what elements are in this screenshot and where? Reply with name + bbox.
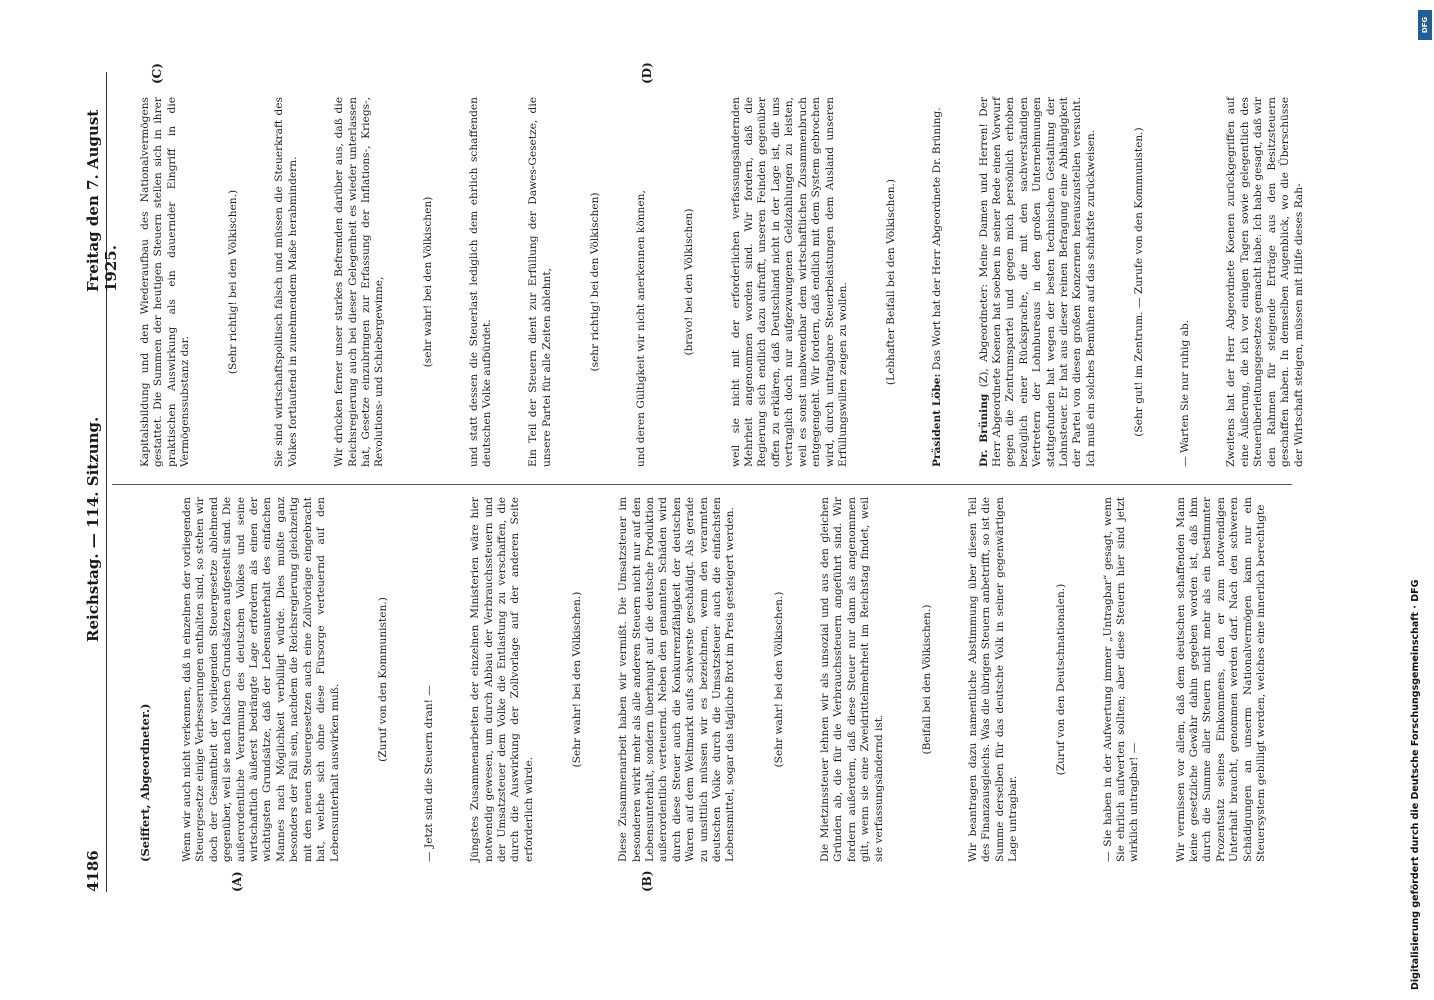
interjection: (Sehr gut! im Zentrum. — Zurufe von den Kommunisten.) bbox=[1133, 127, 1146, 437]
interjection: (Sehr wahr! bei den Völkischen.) bbox=[772, 591, 785, 768]
paragraph: und statt dessen die Steuerlast lediglich dem ehrlich schaffenden deutschen Volke aufbürdet. bbox=[467, 93, 494, 467]
paragraph: Wir beantragen dazu namentliche Abstimmung über diesen Teil des Finanzausgleichs. Was die übrigen Steuern anbetrifft, so ist die Summe derselben für das deutsche Volk in seiner gegenwärtigen Lage untragbar. bbox=[966, 493, 1020, 862]
speaker-name: Präsident Löbe: bbox=[931, 373, 944, 467]
paragraph-text: (Z), Abgeordneter: Meine Damen und Herren! Der Herr Abgeordnete Koenen hat soeben in seiner Rede einen Vorwurf gegen die Zentrumspartei und gegen mich persönlich erhoben bezüglich einer Rücksprache, die mit den sachverständigen Vertretern der Lohnbureaus in den großen Unternehmungen stattgefunden hat wegen der besten technischen Gestaltung der Lohnsteuer. Er hat aus dieser reinen Befragung eine Abhängigkeit der Partei von diesen großen Konzernen herauszustellen versucht. Ich muß ein solches Bemühen auf das schärfste zurückweisen. bbox=[977, 93, 1097, 467]
paragraph: Wenn wir auch nicht verkennen, daß in einzelnen der vorliegenden Steuergesetze einige Verbesserungen enthalten sind, so stehen wir doch der Gesamtheit der vorliegenden Steuergesetze ablehnend gegenüber, weil sie nach falschen Grundsätzen aufgestellt sind. Die außerordentliche Verarmung des deutschen Volkes und seine wirtschaftlich äußerst bedrängte Lage erfordern als einen der wichtigsten Grundsätze, daß der Lebensunterhalt des einfachen Mannes nach Möglichkeit verbilligt würde. Dies mußte ganz besonders der Fall sein, nachdem die Reichsregierung gleichzeitig mit den neuen Steuergesetzen auch eine Zollvorlage eingebracht hat, welche sich ohne diese Fürsorge verteuernd auf den Lebensunterhalt auswirken muß. bbox=[181, 493, 341, 862]
paragraph: Die Mietzinssteuer lehnen wir als unsozial und aus den gleichen Gründen ab, die für die Verbrauchssteuern angeführt sind. Wir fordern außerdem, daß diese Steuer nur dann als angenommen gilt, wenn sie eine Zweidrittelmehrheit im Reichstag findet, weil sie verfassungsändernd ist. bbox=[818, 493, 885, 862]
page-number: 4186 bbox=[84, 850, 102, 892]
page-header bbox=[80, 72, 120, 892]
interjection: (Sehr richtig! bei den Völkischen.) bbox=[227, 189, 240, 375]
paragraph: Zweitens hat der Herr Abgeordnete Koenen zurückgegriffen auf eine Äußerung, die ich vor einigen Tagen sowie gelegentlich des Steuerüberleitungsgesetzes gemacht habe. Ich habe gesagt, daß wir den Rahmen für steigende Erträge aus den Besitzsteuern geschaffen haben. In demselben Augenblick, wo die Überschüsse der Wirtschaft steigen, müssen mit Hilfe dieses Rah- bbox=[1225, 93, 1305, 467]
session-title: Reichstag. — 114. Sitzung. bbox=[84, 416, 102, 642]
interjection: (sehr wahr! bei den Völkischen) bbox=[421, 196, 434, 368]
speaker-name: Dr. Brüning bbox=[977, 393, 990, 467]
digitization-credit: Digitalisierung gefördert durch die Deutsche Forschungsgemeinschaft · DFG bbox=[1410, 579, 1421, 990]
margin-marker-a: (A) bbox=[230, 871, 244, 892]
paragraph: — Jetzt sind die Steuern dran! — bbox=[422, 685, 435, 862]
interjection: (Zuruf von den Kommunisten.) bbox=[376, 597, 389, 762]
paragraph-text: Das Wort hat der Herr Abgeordnete Dr. Brüning. bbox=[931, 107, 944, 371]
paragraph: Kapitalsbildung und den Wiederaufbau des Nationalvermögens gestattet. Die Summen der heutigen Steuern stellen sich in ihrer praktischen Auswirkung als ein dauernder Eingriff in die Vermögenssubstanz dar. bbox=[138, 93, 192, 467]
logo-text: DFG bbox=[1421, 16, 1429, 34]
paragraph: Sie sind wirtschaftspolitisch falsch und müssen die Steuerkraft des Volkes fortlaufend in zunehmendem Maße herabmindern. bbox=[273, 93, 299, 467]
interjection: (Sehr wahr! bei den Völkischen.) bbox=[571, 591, 583, 768]
paragraph: — Warten Sie nur ruhig ab. bbox=[1179, 319, 1192, 467]
session-date: Freitag den 7. August 1925. bbox=[84, 109, 120, 292]
paragraph bbox=[931, 97, 944, 467]
rotated-page bbox=[80, 62, 1340, 892]
margin-marker-d: (D) bbox=[640, 62, 654, 84]
paragraph: Diese Zusammenarbeit haben wir vermißt. Die Umsatzsteuer im besonderen wirkt mehr als alle anderen Steuern nicht nur auf den Lebensunterhalt, sondern überhaupt auf die deutsche Produktion außerordentlich verteuernd. Neben den genannten Schäden wird durch diese Steuer auch die Konkurrenzfähigkeit der deutschen Waren auf dem Weltmarkt aufs schwerste geschädigt. Als gerade zu unsittlich müssen wir es bezeichnen, wenn den verarmten deutschen Volke durch die Umsatzsteuer auch die einfachsten Lebensmittel, sogar das tägliche Brot im Preis gesteigert werden. bbox=[617, 493, 737, 862]
paragraph: Wir drücken ferner unser starkes Befremden darüber aus, daß die Reichsregierung auch bei dieser Gelegenheit es wieder unterlassen hat, Gesetze einzubringen zur Erfassung der Inflations-, Kriegs-, Revolutions- und Schiebergewinne, bbox=[333, 93, 386, 467]
paragraph: weil sie nicht mit der erforderlichen verfassungsändernden Mehrheit angenommen worden sind. Wir fordern, daß die Regierung sich endlich dazu aufrafft, unseren Feinden gegenüber offen zu erklären, daß Deutschland nicht in der Lage ist, die uns vertraglich doch nur aufgezwungenen Geldzahlungen zu leisten, weil es sonst unabwendbar dem wirtschaftlichen Zusammenbruch entgegengeht. Wir fordern, daß endlich mit dem System gebrochen wird, durch untragbare Steuerbelastungen dem Ausland unseren Erfüllungswillen zeigen zu wollen. bbox=[729, 93, 849, 467]
interjection: (bravo! bei den Völkischen) bbox=[683, 208, 696, 356]
paragraph: und deren Gültigkeit wir nicht anerkennen können, bbox=[635, 190, 648, 467]
interjection: (sehr richtig! bei den Völkischen) bbox=[589, 192, 601, 372]
column-divider bbox=[112, 484, 1292, 485]
interjection: (Zuruf von den Deutschnationalen.) bbox=[1055, 583, 1068, 776]
interjection: (Beifall bei den Völkischen.) bbox=[920, 604, 933, 755]
text-column-left bbox=[112, 493, 1292, 862]
speaker-label: (Seiffert, Abgeordneter.) bbox=[137, 703, 152, 862]
interjection: (Lebhafter Beifall bei den Völkischen.) bbox=[885, 178, 898, 386]
margin-marker-b: (B) bbox=[640, 870, 654, 892]
dfg-logo bbox=[1418, 10, 1432, 40]
margin-marker-c: (C) bbox=[150, 63, 164, 84]
paragraph bbox=[977, 93, 1099, 467]
paragraph: Wir vermissen vor allem, daß dem deutschen schaffenden Mann keine gesetzliche Gewähr dahin gegeben worden ist, daß ihm durch die Summe aller Steuern nicht mehr als ein bestimmter Prozentsatz seines Einkommens, den er zum notwendigen Unterhalt braucht, genommen werden darf. Nach den schweren Schädigungen an unserm Nationalvermögen kann nur ein Steuersystem gebilligt werden, welches eine innerlich berechtigte bbox=[1174, 493, 1268, 862]
paragraph: Jüngstes Zusammenarbeiten der einzelnen Ministerien wäre hier notwendig gewesen, um durch Abbau der Verbrauchssteuern und der Umsatzsteuer dem Volke die Entlastung zu verschaffen, die durch die Auswirkung der Zollvorlage auf der anderen Seite erforderlich würde. bbox=[469, 493, 535, 862]
text-column-right bbox=[112, 93, 1305, 467]
paragraph: — Sie haben in der Aufwertung immer „Untragbar“ gesagt, wenn Sie ehrlich aufwerten sollten; aber diese Steuern hier sind jetzt wirklich untragbar! — bbox=[1101, 493, 1141, 862]
paragraph: Ein Teil der Steuern dient zur Erfüllung der Dawes-Gesetze, die unsere Partei für alle Zeiten ablehnt, bbox=[527, 93, 553, 467]
